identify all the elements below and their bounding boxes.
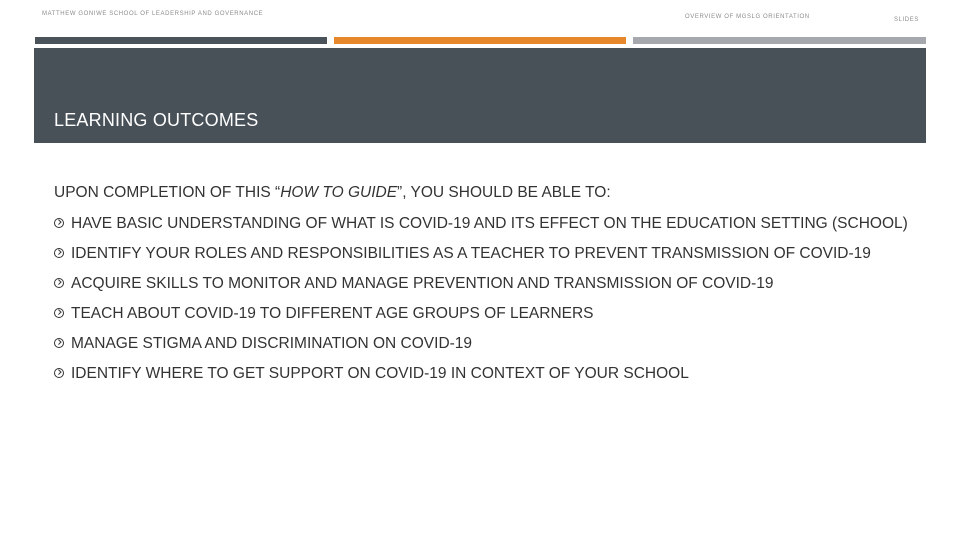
section-label: OVERVIEW OF MGSLG ORIENTATION [685, 14, 810, 20]
page-label: SLIDES [894, 17, 919, 23]
outcome-text: ACQUIRE SKILLS TO MONITOR AND MANAGE PREVENTION AND TRANSMISSION OF COVID-19 [71, 275, 774, 292]
outcome-item [54, 303, 934, 324]
school-name: MATTHEW GONIWE SCHOOL OF LEADERSHIP AND GOVERNANCE [42, 11, 264, 17]
outcome-item [54, 333, 934, 354]
outcome-text: IDENTIFY YOUR ROLES AND RESPONSIBILITIES AS A TEACHER TO PREVENT TRANSMISSION OF COVID-19 [71, 245, 871, 262]
circled-chevron-right-icon [54, 338, 64, 348]
intro-after: ”, YOU SHOULD BE ABLE TO: [397, 184, 611, 201]
accent-bar-grey [633, 37, 926, 44]
circled-chevron-right-icon [54, 278, 64, 288]
title-band [34, 48, 926, 143]
outcome-text: TEACH ABOUT COVID-19 TO DIFFERENT AGE GROUPS OF LEARNERS [71, 305, 594, 322]
circled-chevron-right-icon [54, 368, 64, 378]
outcome-item [54, 273, 934, 294]
accent-bar-dark [35, 37, 327, 44]
circled-chevron-right-icon [54, 218, 64, 228]
outcome-text: HAVE BASIC UNDERSTANDING OF WHAT IS COVID-19 AND ITS EFFECT ON THE EDUCATION SETTING (SCHOOL) [71, 215, 908, 232]
accent-bar-orange [334, 37, 626, 44]
outcome-text: IDENTIFY WHERE TO GET SUPPORT ON COVID-19 IN CONTEXT OF YOUR SCHOOL [71, 365, 689, 382]
outcomes-list [54, 213, 934, 384]
intro-text [54, 184, 611, 202]
outcome-item [54, 243, 934, 264]
intro-emphasis: HOW TO GUIDE [280, 184, 398, 201]
outcome-text: MANAGE STIGMA AND DISCRIMINATION ON COVID-19 [71, 335, 473, 352]
intro-before: UPON COMPLETION OF THIS “ [54, 184, 281, 201]
outcome-item [54, 213, 934, 234]
circled-chevron-right-icon [54, 308, 64, 318]
circled-chevron-right-icon [54, 248, 64, 258]
outcome-item [54, 363, 934, 384]
slide-title: LEARNING OUTCOMES [54, 110, 259, 130]
